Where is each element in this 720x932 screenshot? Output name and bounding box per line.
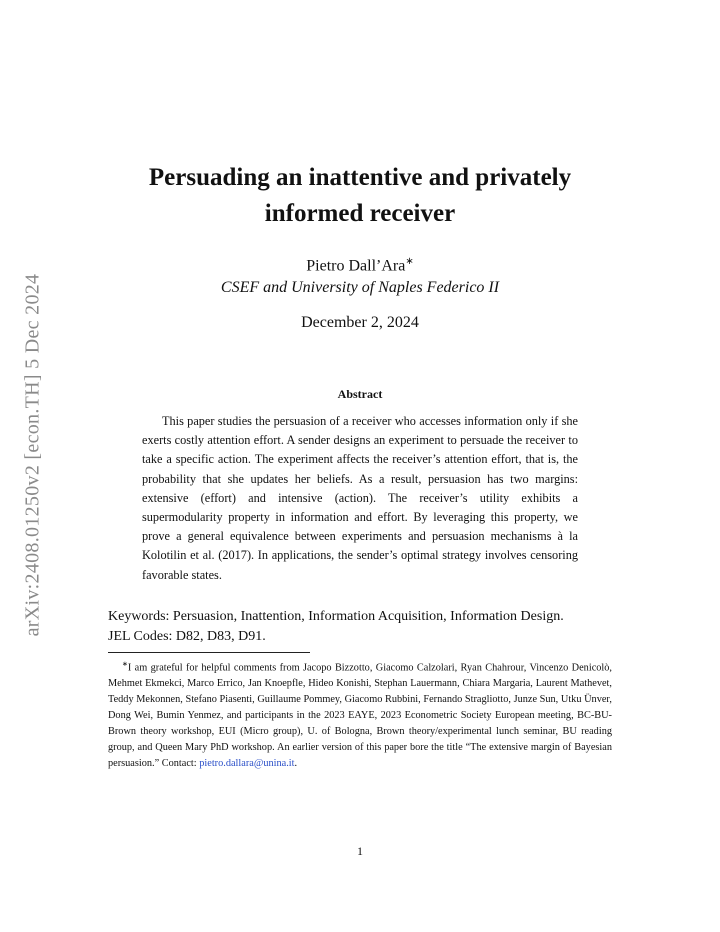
acknowledgment-footnote (108, 656, 612, 772)
paper-title: Persuading an inattentive and privately informed receiver (148, 164, 572, 227)
author-affiliation: CSEF and University of Naples Federico II (220, 279, 500, 296)
author-line (100, 252, 620, 276)
jel-codes-line: JEL Codes: D82, D83, D91. (108, 629, 266, 644)
keywords-line: Keywords: Persuasion, Inattention, Information Acquisition, Information Design. (108, 609, 564, 624)
abstract-heading: Abstract (337, 387, 383, 401)
abstract-body: This paper studies the persuasion of a receiver who accesses information only if she exerts costly attention effort. A sender designs an experiment to persuade the receiver to take a specific action. The experiment affects the receiver’s attention effort, that is, the probability that she updates her beliefs. As a result, persuasion has two margins: extensive (effort) and intensive (action). The receiver’s utility exhibits a supermodularity property in information and effort. By leveraging this property, we prove a general equivalence between experiments and persuasion mechanisms à la Kolotilin et al. (2017). In applications, the sender’s optimal strategy involves censoring favorable states. (142, 414, 578, 582)
footnote-mark: ∗ (122, 660, 128, 668)
paper-date: December 2, 2024 (301, 314, 419, 331)
author-footnote-mark[interactable]: ∗ (405, 256, 414, 267)
page-number: 1 (357, 844, 363, 858)
arxiv-identifier: arXiv:2408.01250v2 [econ.TH] 5 Dec 2024 (21, 273, 44, 637)
footnote-text: I am grateful for helpful comments from Jacopo Bizzotto, Giacomo Calzolari, Ryan Chahrour, Vincenzo Denicolò, Mehmet Ekmekci, Marco Errico, Jan Knoepfle, Hideo Konishi, Stephan Lauermann, Chiara Margaria, Laurent Mathevet, Teddy Mekonnen, Stefano Piasenti, Guillaume Pommey, Giacomo Rubbini, Fernando Stragliotto, Junze Sun, Utku Ünver, Dong Wei, Bumin Yenmez, and participants in the 2023 EAYE, 2023 Econometric Society European meeting, BC-BU-Brown theory workshop, EUI (Micro group), U. of Bologna, Brown theory/experimental lunch seminar, BU reading group, and Queen Mary PhD workshop. An earlier version of this paper bore the title “The extensive margin of Bayesian persuasion.” Contact: (108, 662, 612, 770)
contact-email-link[interactable]: pietro.dallara@unina.it (199, 758, 295, 770)
author-name: Pietro Dall’Ara (306, 257, 406, 275)
arxiv-sidebar (18, 240, 48, 670)
footnote-end: . (294, 758, 298, 770)
footnote-divider (108, 652, 310, 653)
